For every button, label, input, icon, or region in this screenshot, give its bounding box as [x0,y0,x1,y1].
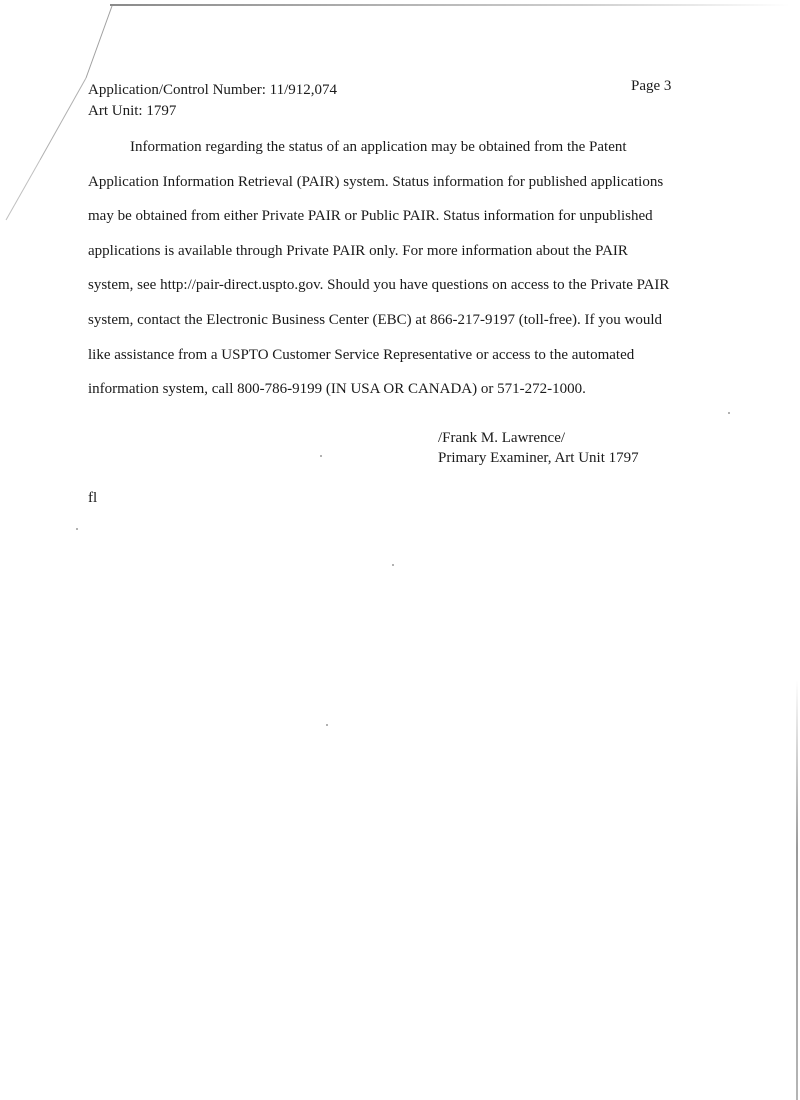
page-number: Page 3 [631,78,672,94]
scan-speck [76,528,78,530]
body-line: applications is available through Private PAIR only. For more information about the PAIR [88,242,628,259]
signature-name: /Frank M. Lawrence/ [438,430,566,446]
body-line: Application Information Retrieval (PAIR) system. Status information for published applications [88,173,664,190]
scan-speck [320,455,322,457]
body-paragraph [88,136,688,413]
document-header [88,80,337,122]
art-unit: Art Unit: 1797 [88,103,177,119]
scan-speck [728,412,730,414]
body-line: system, see http://pair-direct.uspto.gov. Should you have questions on access to the Private PAIR [88,277,670,294]
body-line: like assistance from a USPTO Customer Service Representative or access to the automated [88,346,635,363]
signature-title: Primary Examiner, Art Unit 1797 [438,450,639,466]
scan-speck [326,724,328,726]
scan-edge-top [110,4,790,6]
body-line: Information regarding the status of an application may be obtained from the Patent [130,139,627,155]
scan-edge-right [796,680,798,1100]
signature-block [438,428,639,468]
body-line: system, contact the Electronic Business Center (EBC) at 866-217-9197 (toll-free). If you would [88,311,663,328]
body-line: may be obtained from either Private PAIR or Public PAIR. Status information for unpublished [88,208,653,225]
body-line: information system, call 800-786-9199 (IN USA OR CANADA) or 571-272-1000. [88,381,586,398]
scan-speck [392,564,394,566]
application-number: Application/Control Number: 11/912,074 [88,82,338,98]
typist-initials: fl [88,490,98,506]
